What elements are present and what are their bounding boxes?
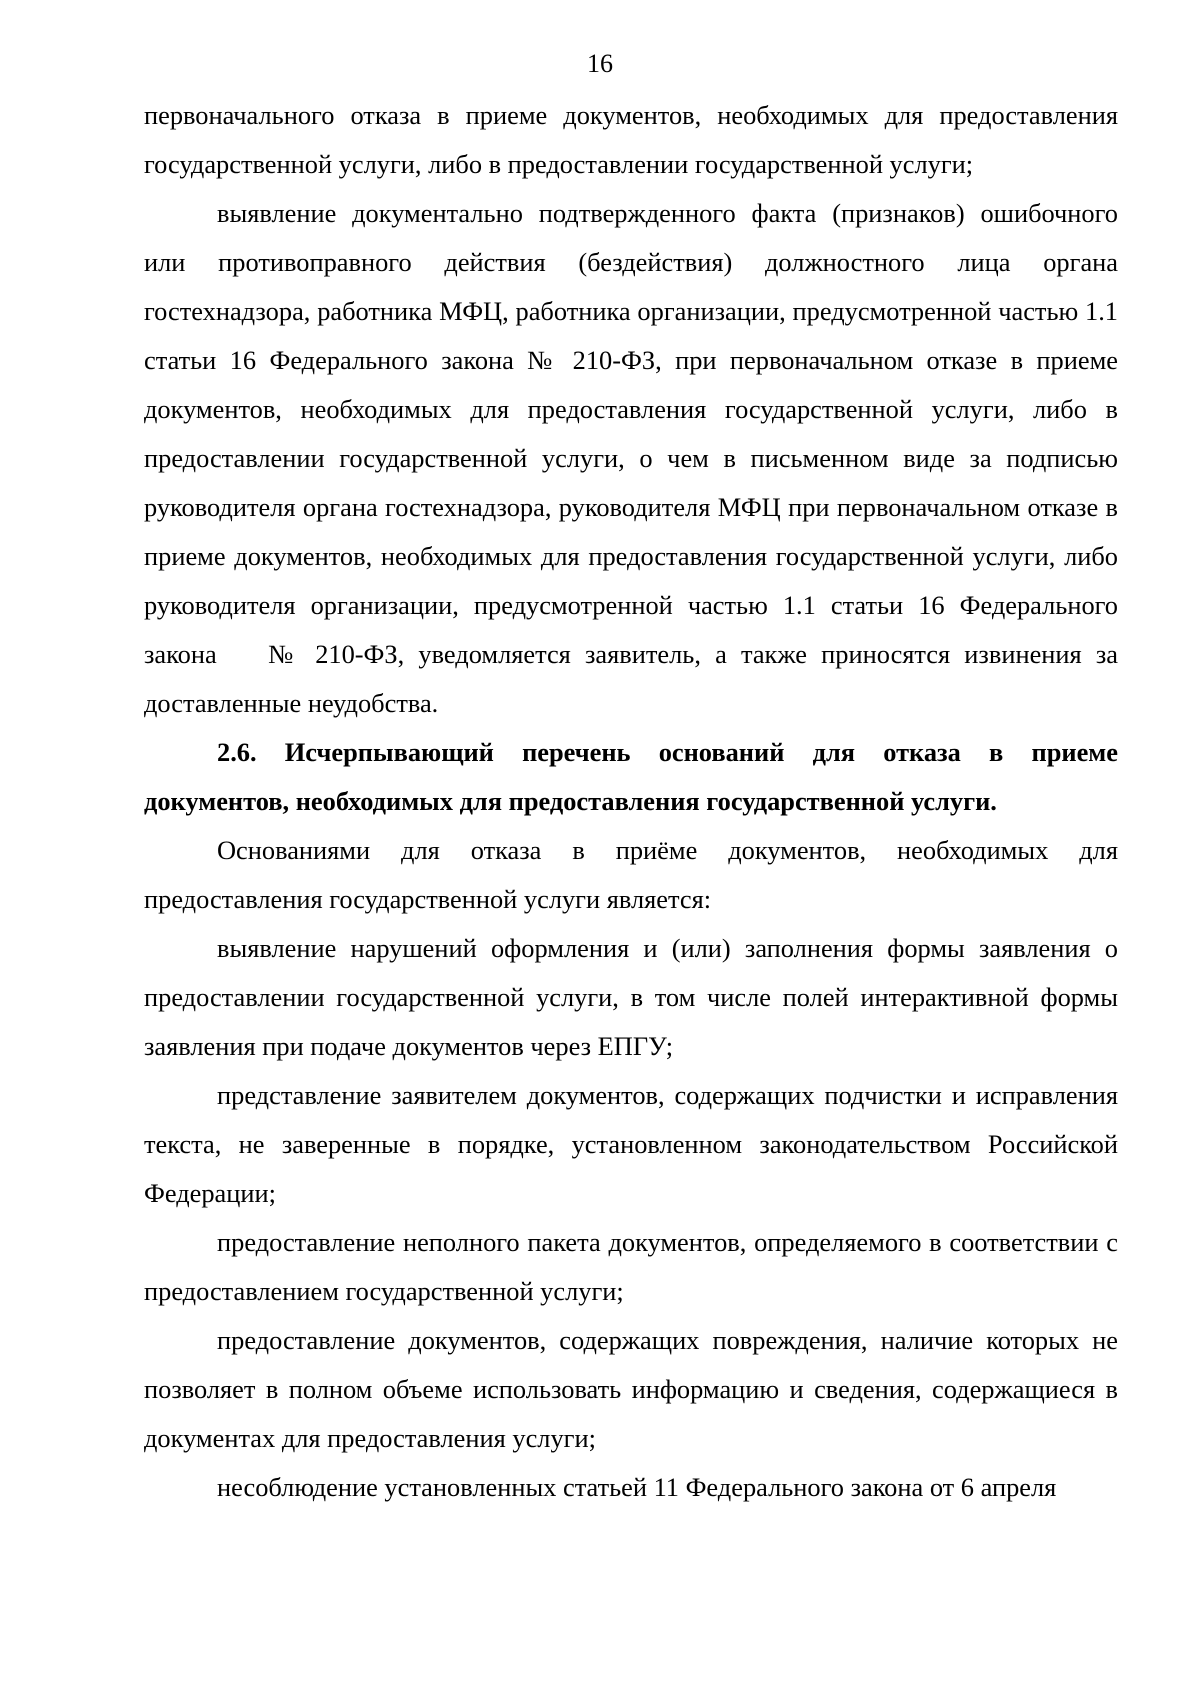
paragraph-ground-incomplete-package: предоставление неполного пакета документов, определяемого в соответствии с предоставлением государственной услуги; — [144, 1227, 1118, 1306]
paragraph-grounds-intro: Основаниями для отказа в приёме документов, необходимых для предоставления государственной услуги является: — [144, 835, 1118, 914]
paragraph-error-detection-text: выявление документально подтвержденного факта (признаков) ошибочного или противоправного действия (бездействия) должностного лица органа гостехнадзора, работника МФЦ, работника организации, предусмотренной частью 1.1 статьи 16 Федерального закона № 210-ФЗ, при первоначальном отказе в приеме документов, необходимых для предоставления государственной услуги, либо в предоставлении государственной услуги, о чем в письменном виде за подписью руководителя органа гостехнадзора, руководителя МФЦ при первоначальном отказе в приеме документов, необходимых для предоставления государственной услуги, либо руководителя организации, предусмотренной частью 1.1 статьи 16 Федерального закона — [144, 198, 1118, 669]
document-body — [144, 91, 1118, 1512]
section-heading-2-6: 2.6. Исчерпывающий перечень оснований для отказа в приеме документов, необходимых для предоставления государственной услуги. — [144, 737, 1118, 816]
paragraph-continuation: первоначального отказа в приеме документов, необходимых для предоставления государственной услуги, либо в предоставлении государственной услуги; — [144, 100, 1118, 179]
paragraph-error-detection-text-end: 210-ФЗ, уведомляется заявитель, а также приносятся извинения за доставленные неудобства. — [144, 639, 1118, 718]
paragraph-error-detection — [144, 189, 1118, 728]
paragraph-ground-article-11: несоблюдение установленных статьей 11 Федерального закона от 6 апреля — [217, 1472, 1057, 1502]
paragraph-ground-form-violation: выявление нарушений оформления и (или) заполнения формы заявления о предоставлении государственной услуги, в том числе полей интерактивной формы заявления при подаче документов через ЕПГУ; — [144, 933, 1118, 1061]
number-sign: № — [260, 639, 301, 669]
page-number: 16 — [587, 49, 613, 78]
paragraph-ground-damaged-documents: предоставление документов, содержащих повреждения, наличие которых не позволяет в полном объеме использовать информацию и сведения, содержащиеся в документах для предоставления услуги; — [144, 1325, 1118, 1453]
paragraph-ground-corrections: представление заявителем документов, содержащих подчистки и исправления текста, не заверенные в порядке, установленном законодательством Российской Федерации; — [144, 1080, 1118, 1208]
